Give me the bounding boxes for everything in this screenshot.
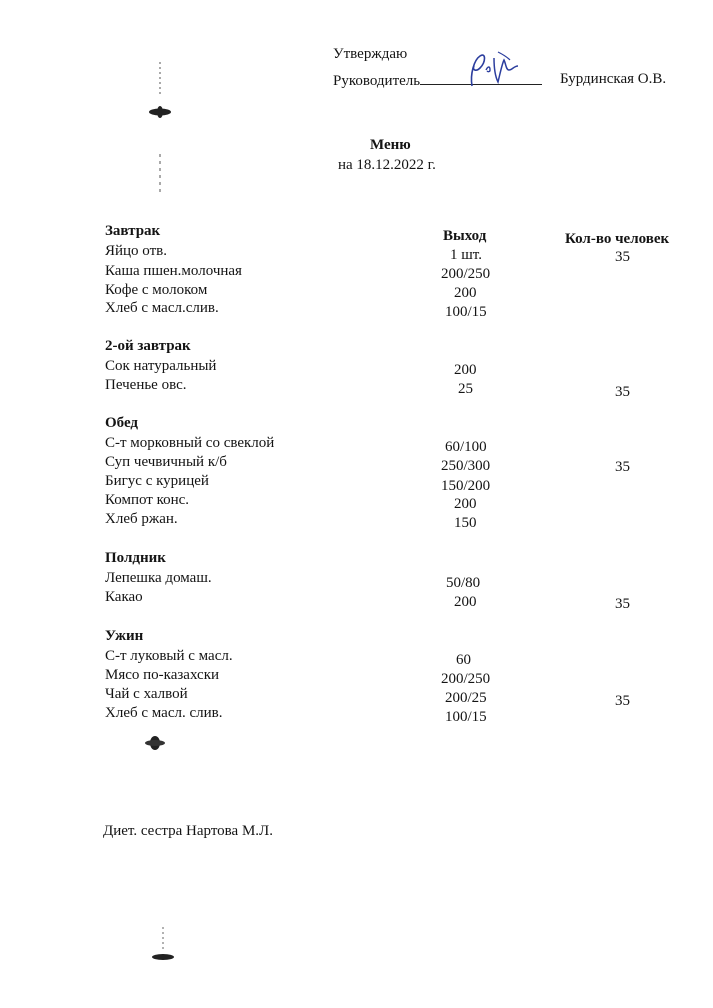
menu-item-name: Хлеб с масл.слив. [105, 300, 219, 316]
menu-item-qty: 200/250 [441, 266, 491, 282]
menu-item-qty: 200/250 [441, 671, 491, 687]
scan-mark-icon [150, 925, 176, 963]
menu-item-qty: 1 шт. [450, 247, 482, 263]
people-count-snack: 35 [615, 596, 630, 612]
menu-item-name: Мясо по-казахски [105, 667, 220, 683]
menu-item-qty: 200 [454, 285, 477, 301]
section-title-lunch: Обед [105, 415, 139, 431]
menu-item-name: Сок натуральный [105, 358, 217, 374]
approval-name: Бурдинская О.В. [560, 71, 667, 87]
menu-item-name: Печенье овс. [105, 377, 187, 393]
people-column-header: Кол-во человек [565, 231, 670, 247]
menu-item-name: Кофе с молоком [105, 282, 208, 298]
qty-column-header: Выход [443, 228, 487, 244]
menu-item-name: Хлеб с масл. слив. [105, 705, 223, 721]
menu-item-name: С-т морковный со свеклой [105, 435, 275, 451]
approval-label: Утверждаю [333, 46, 408, 62]
menu-item-qty: 60/100 [445, 439, 487, 455]
section-title-second-breakfast: 2-ой завтрак [105, 338, 191, 354]
menu-item-qty: 50/80 [446, 575, 481, 591]
menu-date: на 18.12.2022 г. [338, 157, 436, 173]
page-title: Меню [370, 137, 411, 153]
menu-item-name: Компот конс. [105, 492, 190, 508]
section-title-dinner: Ужин [105, 628, 144, 644]
menu-item-qty: 150 [454, 515, 477, 531]
menu-item-qty: 200 [454, 496, 477, 512]
menu-item-name: Суп чечвичный к/б [105, 454, 227, 470]
menu-item-name: Какао [105, 589, 143, 605]
menu-item-qty: 150/200 [441, 478, 491, 494]
menu-item-name: Чай с халвой [105, 686, 188, 702]
people-count-dinner: 35 [615, 693, 630, 709]
menu-item-name: Хлеб ржан. [105, 511, 178, 527]
menu-item-name: Бигус с курицей [105, 473, 209, 489]
menu-item-name: С-т луковый с масл. [105, 648, 233, 664]
people-count-lunch: 35 [615, 459, 630, 475]
scan-mark-icon [140, 732, 170, 754]
menu-item-name: Каша пшен.молочная [105, 263, 242, 279]
section-title-breakfast: Завтрак [105, 223, 161, 239]
menu-item-name: Яйцо отв. [105, 243, 167, 259]
section-title-snack: Полдник [105, 550, 166, 566]
menu-item-qty: 100/15 [445, 304, 487, 320]
menu-item-qty: 200 [454, 362, 477, 378]
people-count-breakfast: 35 [615, 249, 630, 265]
people-count-second-breakfast: 35 [615, 384, 630, 400]
menu-item-name: Лепешка домаш. [105, 570, 212, 586]
scan-mark-icon [150, 152, 170, 196]
footer-signature: Диет. сестра Нартова М.Л. [103, 823, 273, 839]
menu-item-qty: 60 [456, 652, 471, 668]
menu-item-qty: 200 [454, 594, 477, 610]
menu-item-qty: 100/15 [445, 709, 487, 725]
menu-item-qty: 200/25 [445, 690, 487, 706]
menu-item-qty: 250/300 [441, 458, 491, 474]
approval-role: Руководитель [333, 73, 421, 89]
scan-mark-icon [146, 60, 174, 130]
menu-item-qty: 25 [458, 381, 473, 397]
handwritten-signature [452, 46, 532, 92]
